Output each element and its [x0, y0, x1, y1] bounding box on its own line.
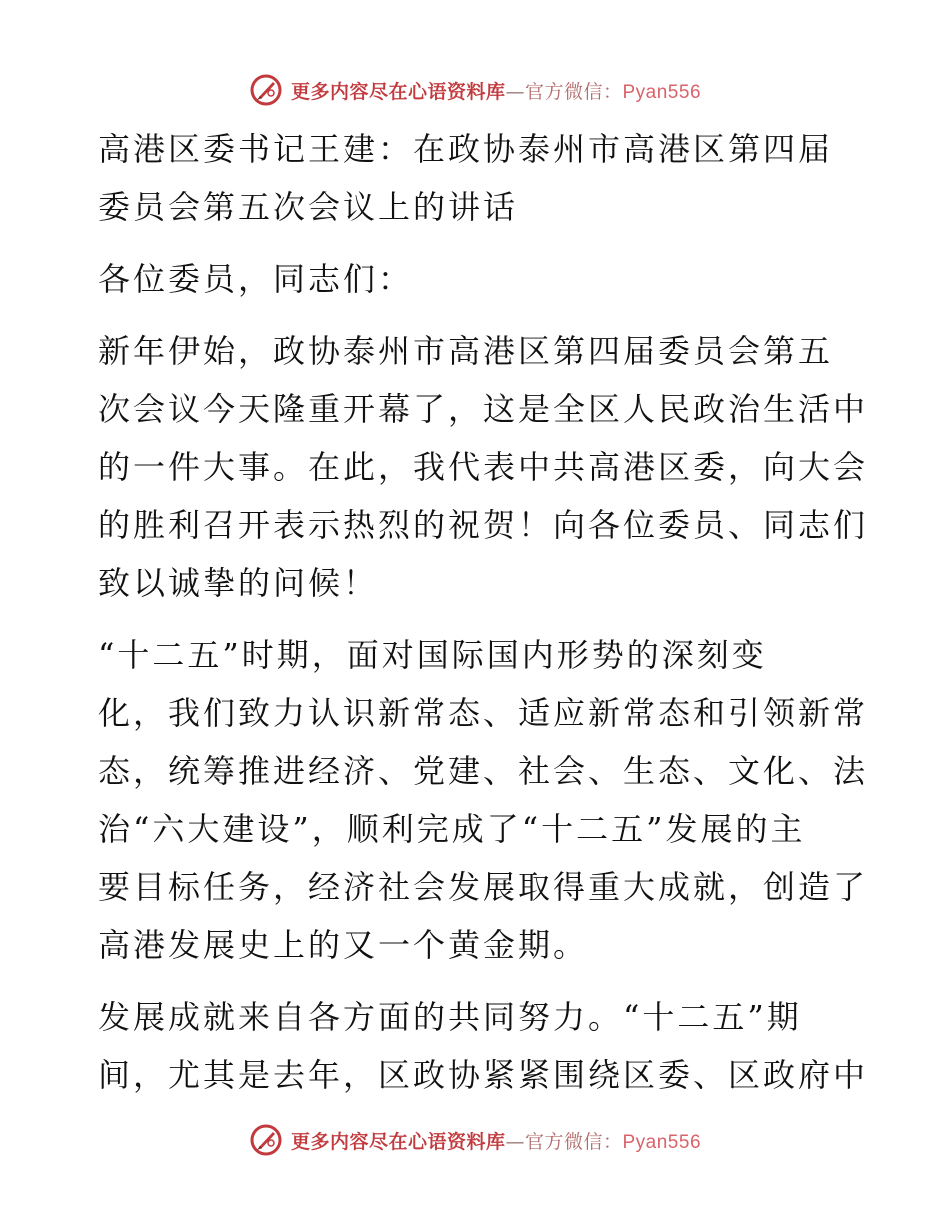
paragraph-line: 化，我们致力认识新常态、适应新常态和引领新常 — [98, 694, 869, 732]
paragraph-line: 次会议今天隆重开幕了，这是全区人民政治生活中 — [98, 390, 869, 428]
title-line: 委员会第五次会议上的讲话 — [98, 188, 519, 226]
document-body — [98, 120, 869, 1104]
paragraph-line: “十二五”时期，面对国际国内形势的深刻变 — [98, 636, 767, 674]
banner-brand: 更多内容尽在心语资料库 — [290, 80, 506, 103]
paragraph-line: 发展成就来自各方面的共同努力。“十二五”期 — [98, 998, 802, 1036]
banner-dash: — — [505, 1130, 525, 1153]
paragraph-line: 致以诚挚的问候！ — [98, 564, 379, 602]
paragraph-line: 态，统筹推进经济、党建、社会、生态、文化、法 — [98, 752, 869, 790]
header-banner — [0, 68, 950, 112]
paragraph-1 — [98, 322, 869, 612]
banner-text — [291, 77, 701, 104]
paragraph-line: 要目标任务，经济社会发展取得重大成就，创造了 — [98, 868, 869, 906]
document-title — [98, 120, 850, 236]
title-line: 高港区委书记王建：在政协泰州市高港区第四届 — [98, 130, 834, 168]
banner-text — [291, 1127, 701, 1154]
banner-brand: 更多内容尽在心语资料库 — [290, 1130, 506, 1153]
paragraph-line: 的胜利召开表示热烈的祝贺！向各位委员、同志们 — [98, 506, 869, 544]
greeting-line: 各位委员，同志们： — [98, 260, 414, 298]
paragraph-line: 高港发展史上的又一个黄金期。 — [98, 926, 589, 964]
banner-wechat-label: 官方微信： — [524, 1130, 623, 1153]
quill-seal-icon — [249, 1123, 283, 1157]
paragraph-2 — [98, 626, 869, 974]
banner-wechat-label: 官方微信： — [524, 80, 623, 103]
greeting — [98, 250, 850, 308]
quill-seal-icon — [249, 73, 283, 107]
footer-banner — [0, 1118, 950, 1162]
paragraph-line: 的一件大事。在此，我代表中共高港区委，向大会 — [98, 448, 869, 486]
paragraph-line: 治“六大建设”，顺利完成了“十二五”发展的主 — [98, 810, 806, 848]
paragraph-3 — [98, 988, 869, 1104]
banner-dash: — — [505, 80, 525, 103]
paragraph-line: 间，尤其是去年，区政协紧紧围绕区委、区政府中 — [98, 1056, 869, 1094]
banner-wechat-id: Pyan556 — [622, 1131, 702, 1153]
banner-wechat-id: Pyan556 — [622, 81, 702, 103]
paragraph-line: 新年伊始，政协泰州市高港区第四届委员会第五 — [98, 332, 834, 370]
